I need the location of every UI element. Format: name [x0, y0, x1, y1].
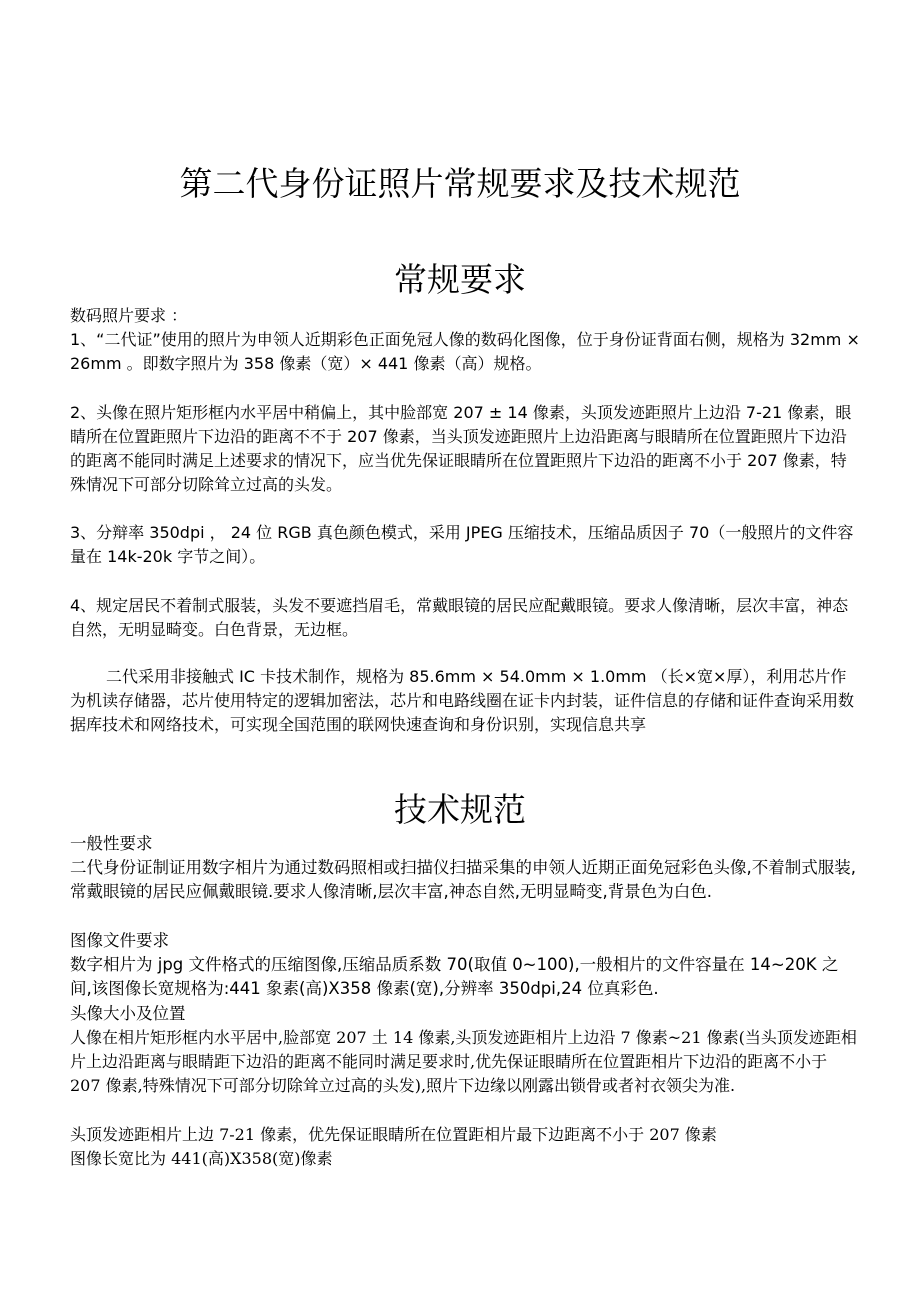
- requirement-item-1: [70, 328, 860, 376]
- section-heading-general-requirements: 常规要求: [394, 260, 526, 299]
- head-position-note: 头顶发迹距相片上边 7-21 像素，优先保证眼睛所在位置距相片最下边距离不小于 207 像素: [70, 1125, 717, 1144]
- image-file-requirements-label: 图像文件要求: [70, 931, 169, 950]
- head-size-position-label: 头像大小及位置: [70, 1004, 186, 1023]
- requirement-item-2: [70, 401, 860, 497]
- requirement-item-1-text: 1、“二代证”使用的照片为申领人近期彩色正面免冠人像的数码化图像，位于身份证背面右侧，规格为 32mm × 26mm 。即数字照片为 358 像素（宽）× 441 像素（高）规格。: [70, 330, 860, 373]
- general-requirements-label: 一般性要求: [70, 834, 153, 853]
- requirement-item-3-text: 3、分辩率 350dpi ， 24 位 RGB 真色颜色模式，采用 JPEG 压缩技术，压缩品质因子 70（一般照片的文件容量在 14k-20k 字节之间）。: [70, 523, 854, 566]
- image-file-requirements-text: 数字相片为 jpg 文件格式的压缩图像,压缩品质系数 70(取值 0~100),一般相片的文件容量在 14~20K 之间,该图像长宽规格为:441 象素(高)X358 像素(宽),分辨率 350dpi,24 位真彩色.: [70, 955, 839, 998]
- general-requirements-text: 二代身份证制证用数字相片为通过数码照相或扫描仪扫描采集的申领人近期正面免冠彩色头像,不着制式服装,常戴眼镜的居民应佩戴眼镜.要求人像清晰,层次丰富,神态自然,无明显畸变,背景色为白色.: [70, 858, 856, 901]
- requirement-item-4-text: 4、规定居民不着制式服装，头发不要遮挡眉毛，常戴眼镜的居民应配戴眼镜。要求人像清晰，层次丰富，神态自然，无明显畸变。白色背景，无边框。: [70, 596, 849, 639]
- head-size-position-text: 人像在相片矩形框内水平居中,脸部宽 207 土 14 像素,头顶发迹距相片上边沿 7 像素~21 像素(当头顶发迹距相片上边沿距离与眼睛距下边沿的距离不能同时满足要求时,优先保证眼睛所在位置距相片下边沿的距离不小于 207 像素,特殊情况下可部分切除耸立过高的头发),照片下边缘以刚露出锁骨或者衬衣领尖为准.: [70, 1028, 857, 1095]
- document-title: 第二代身份证照片常规要求及技术规范: [179, 164, 741, 203]
- requirement-item-3: [70, 521, 860, 569]
- intro-label-text: 数码照片要求 ：: [70, 306, 188, 325]
- photo-requirements-label: [70, 304, 860, 328]
- requirement-item-4: [70, 594, 860, 642]
- ic-card-paragraph: [70, 665, 860, 737]
- ic-card-paragraph-text: 二代采用非接触式 IC 卡技术制作，规格为 85.6mm × 54.0mm × 1.0mm （长×宽×厚），利用芯片作为机读存储器，芯片使用特定的逻辑加密法，芯片和电路线圈在证卡内封装，证件信息的存储和证件查询采用数据库技术和网络技术，可实现全国范围的联网快速查询和身份识别，实现信息共享: [70, 667, 855, 734]
- image-aspect-ratio-note: 图像长宽比为 441(高)X358(宽)像素: [70, 1149, 333, 1168]
- section-heading-technical-specification: 技术规范: [394, 790, 526, 829]
- requirement-item-2-text: 2、头像在照片矩形框内水平居中稍偏上，其中脸部宽 207 ± 14 像素，头顶发迹距照片上边沿 7-21 像素，眼睛所在位置距照片下边沿的距离不不于 207 像素，当头顶发迹距照片上边沿距离与眼睛所在位置距照片下边沿的距离不能同时满足上述要求的情况下，应当优先保证眼睛所在位置距照片下边沿的距离不小于 207 像素，特殊情况下可部分切除耸立过高的头发。: [70, 403, 852, 494]
